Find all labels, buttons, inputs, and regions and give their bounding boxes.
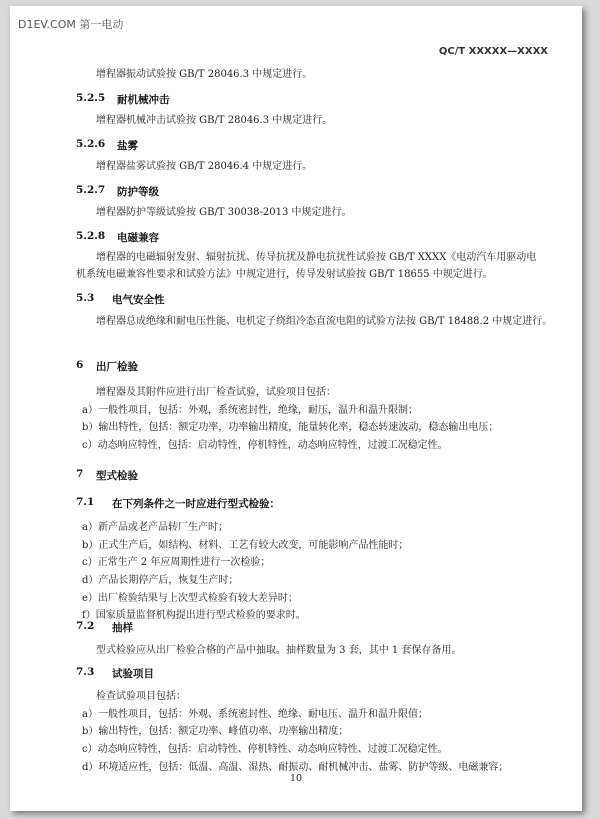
list-item: c）动态响应特性，包括：启动特性，停机特性，动态响应特性，过渡工况稳定性。 xyxy=(82,440,448,452)
section-number: 7.3 xyxy=(76,666,95,678)
list-item: e）出厂检验结果与上次型式检验有较大差异时； xyxy=(82,592,298,604)
section-title: 防护等级 xyxy=(117,186,159,198)
section-title: 电磁兼容 xyxy=(117,232,159,244)
paragraph-5-2-8-line-2: 机系统电磁兼容性要求和试验方法》中规定进行，传导发射试验按 GB/T 18655 中规定进行。 xyxy=(76,269,493,280)
document-page xyxy=(10,6,582,811)
list-item: d）产品长期停产后，恢复生产时； xyxy=(82,575,239,587)
list-item: c）正常生产 2 年应周期性进行一次检验； xyxy=(82,557,271,569)
section-title: 抽样 xyxy=(112,622,133,634)
list-6 xyxy=(10,384,582,455)
section-number: 7 xyxy=(76,468,84,480)
list-item: b）输出特性，包括：额定功率、峰值功率、功率输出精度； xyxy=(82,726,349,738)
page-number: 10 xyxy=(289,773,303,784)
list-item: b）输出特性，包括：额定功率，功率输出精度，能量转化率，稳态转速波动，稳态输出电压； xyxy=(82,422,499,434)
list-item: f）国家质量监督机构提出进行型式检验的要求时。 xyxy=(82,610,306,622)
intro-paragraph: 增程器振动试验按 GB/T 28046.3 中规定进行。 xyxy=(96,69,313,80)
section-number: 5.2.5 xyxy=(76,92,106,104)
section-number: 7.2 xyxy=(76,620,95,632)
section-number: 5.3 xyxy=(76,292,95,304)
section-number: 7.1 xyxy=(76,496,95,508)
paragraph-5-2-8-line-1: 增程器的电磁辐射发射、辐射抗扰、传导抗扰及静电抗扰性试验按 GB/T XXXX《电动汽车用驱动电 xyxy=(96,252,537,263)
section-title: 盐雾 xyxy=(117,140,138,152)
list-item: a）一般性项目，包括：外观，系统密封性，绝缘，耐压，温升和温升限制； xyxy=(82,404,418,416)
section-title: 耐机械冲击 xyxy=(117,94,170,106)
section-title: 出厂检验 xyxy=(96,361,138,373)
paragraph-5-2-6: 增程器盐雾试验按 GB/T 28046.4 中规定进行。 xyxy=(96,161,313,172)
list-item: d）环境适应性，包括：低温、高温、湿热、耐振动、耐机械冲击、盐雾、防护等级、电磁兼容； xyxy=(82,761,509,773)
paragraph-7-2: 型式检验应从出厂检验合格的产品中抽取。抽样数量为 3 套，其中 1 套保存备用。 xyxy=(96,645,462,656)
section-title: 电气安全性 xyxy=(112,294,165,306)
list-item: c）动态响应特性，包括：启动特性、停机特性、动态响应特性、过渡工况稳定性。 xyxy=(82,744,448,756)
section-title: 在下列条件之一时应进行型式检验： xyxy=(112,498,280,510)
list-item: a）新产品或老产品转厂生产时； xyxy=(82,522,228,533)
site-watermark: D1EV.COM 第一电动 xyxy=(18,18,124,31)
list-7-1 xyxy=(10,519,582,625)
section-title: 试验项目 xyxy=(112,668,154,680)
section-number: 5.2.6 xyxy=(76,138,106,150)
list-item: 增程器及其附件应进行出厂检查试验，试验项目包括： xyxy=(96,387,336,398)
list-item: b）正式生产后，如结构、材料、工艺有较大改变，可能影响产品性能时； xyxy=(82,539,409,551)
paragraph-5-2-7: 增程器防护等级试验按 GB/T 30038-2013 中规定进行。 xyxy=(96,207,352,218)
list-7-3 xyxy=(10,688,582,776)
paragraph-5-3: 增程器总成绝缘和耐电压性能、电机定子绕组冷态直流电阻的试验方法按 GB/T 18488.2 中规定进行。 xyxy=(96,316,553,327)
section-title: 型式检验 xyxy=(96,470,138,482)
list-item: 检查试验项目包括： xyxy=(96,691,186,702)
list-item: a）一般性项目，包括：外观、系统密封性、绝缘、耐电压、温升和温升限值； xyxy=(82,708,428,720)
section-number: 5.2.8 xyxy=(76,230,106,242)
standard-code: QC/T XXXXX—XXXX xyxy=(438,46,548,57)
section-number: 5.2.7 xyxy=(76,184,106,196)
paragraph-5-2-5: 增程器机械冲击试验按 GB/T 28046.3 中规定进行。 xyxy=(96,115,333,126)
section-number: 6 xyxy=(76,359,84,371)
